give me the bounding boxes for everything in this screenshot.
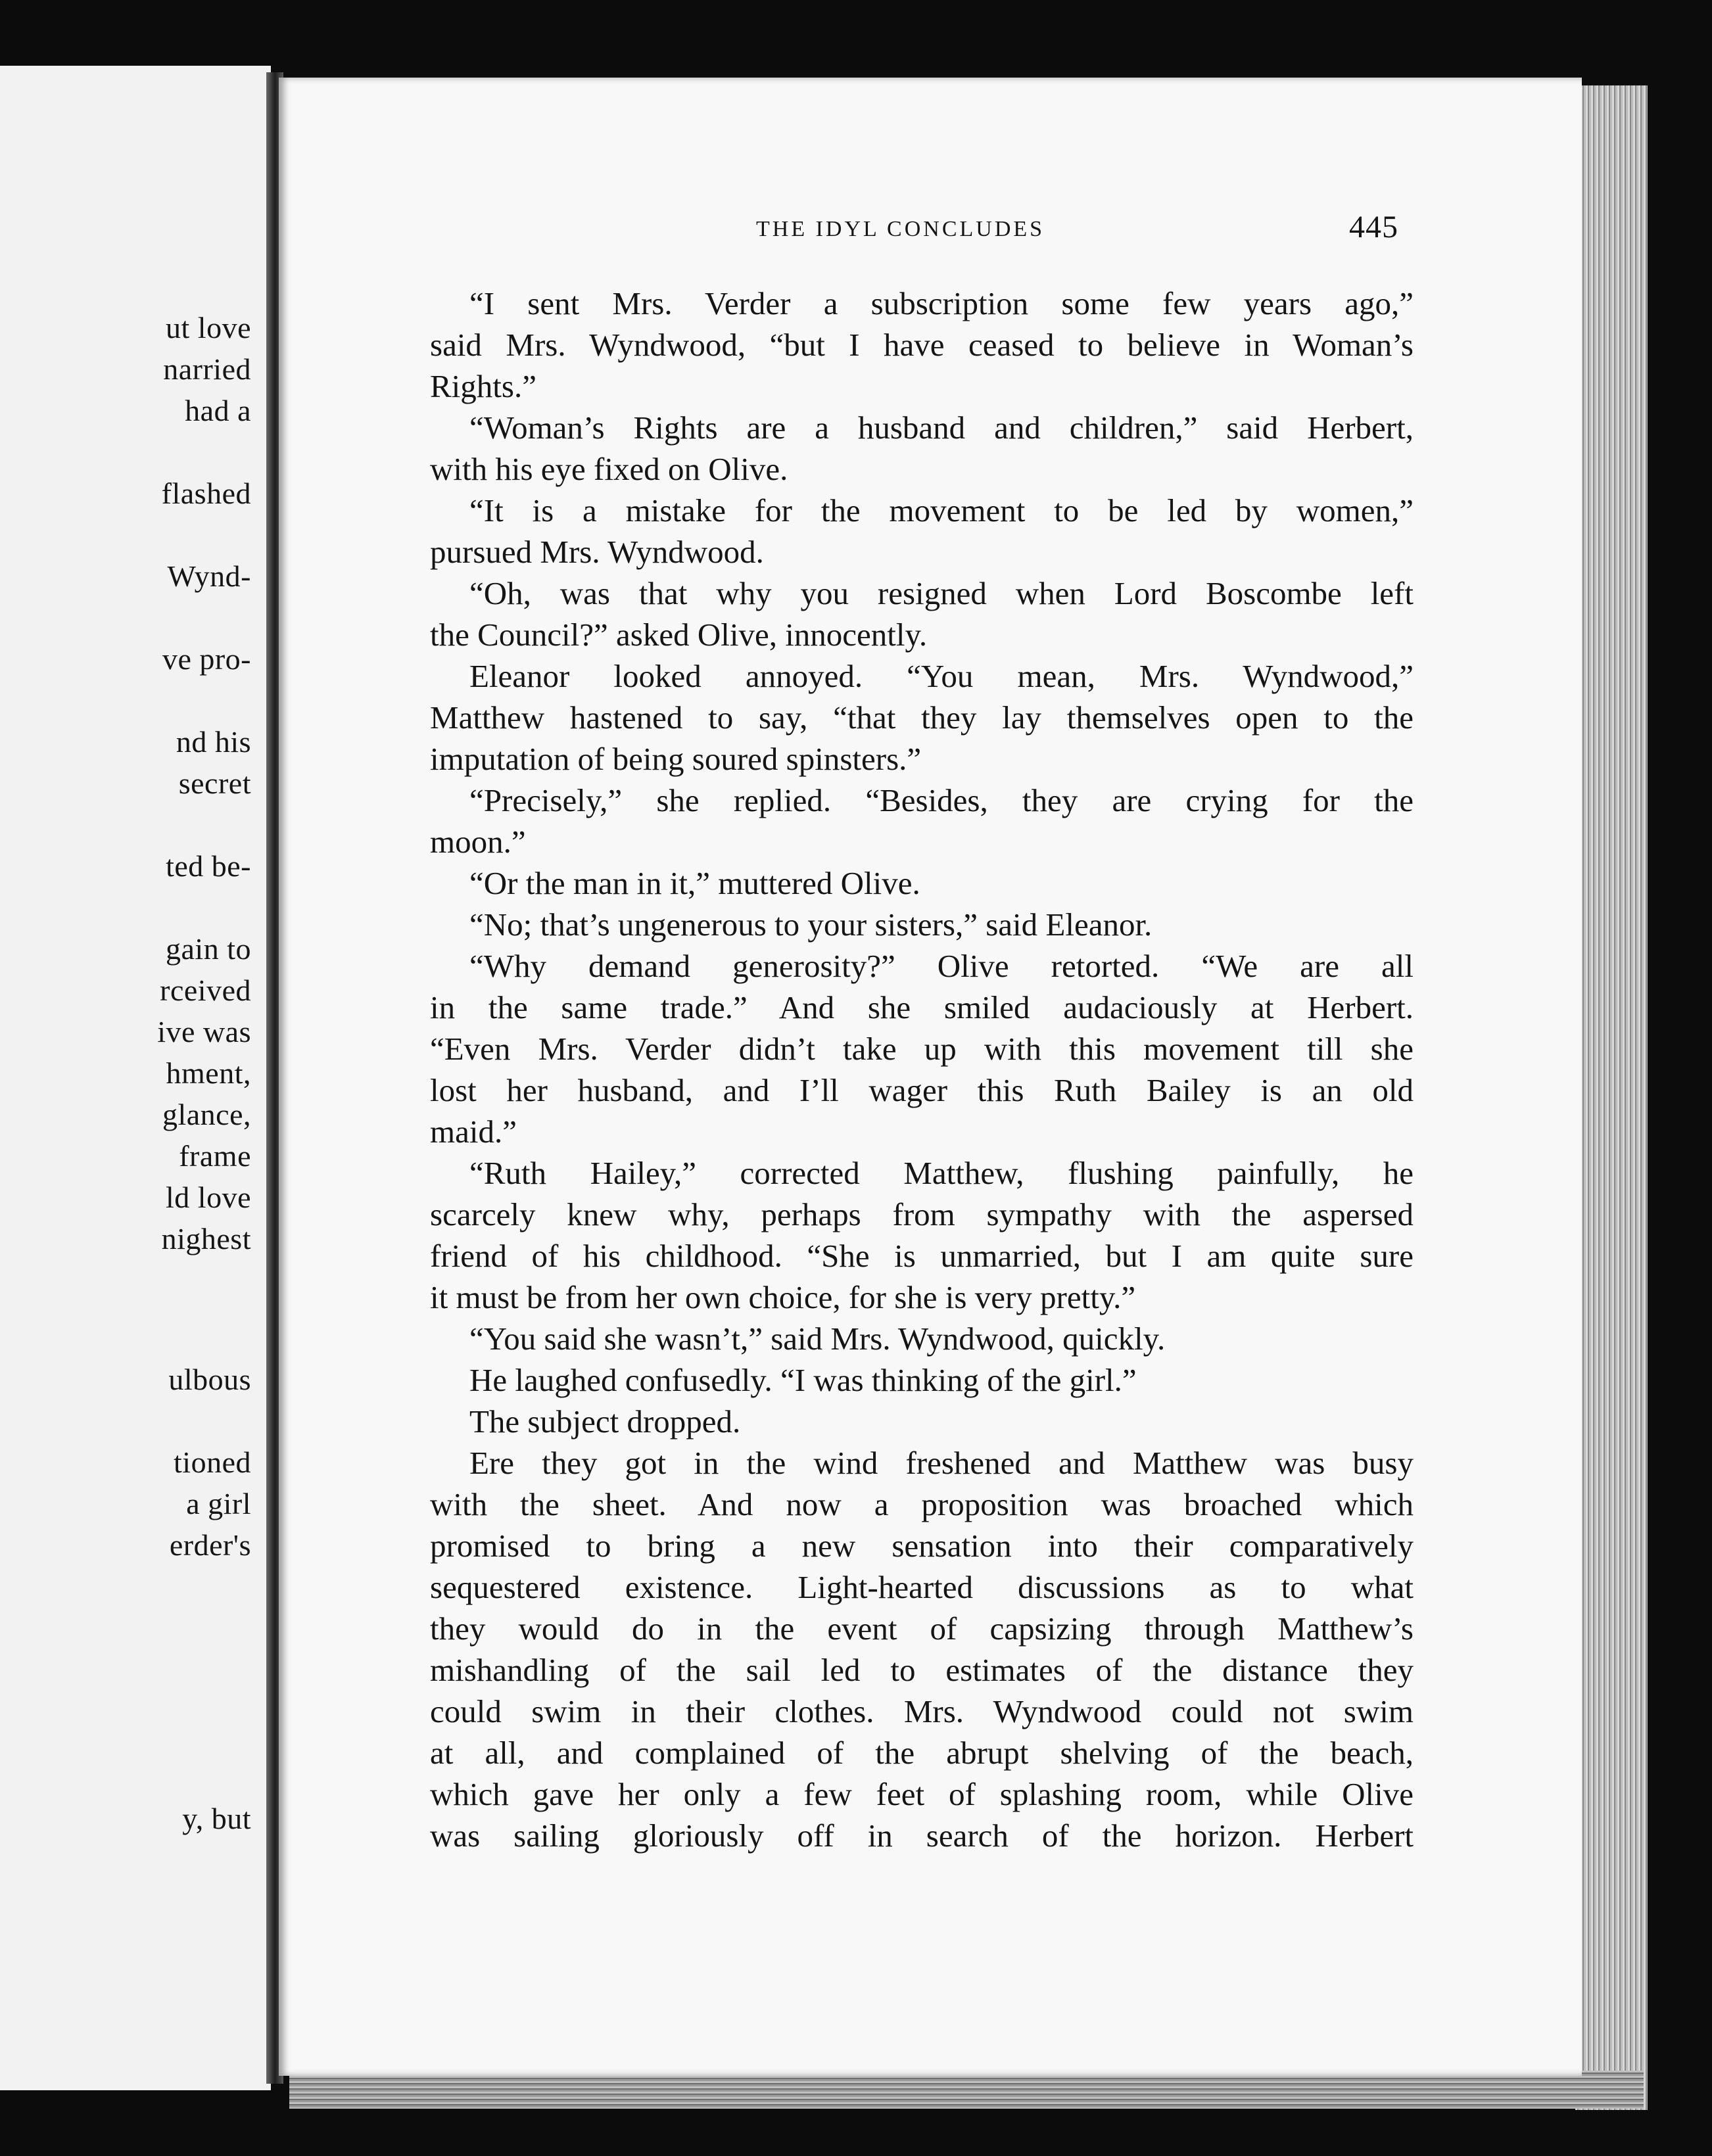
text-line: they would do in the event of capsizing through Matthew’s bbox=[430, 1610, 1414, 1647]
text-line: “Even Mrs. Verder didn’t take up with this movement till she bbox=[430, 1031, 1414, 1067]
left-page-text-fragment: flashed bbox=[161, 477, 251, 510]
text-line: at all, and complained of the abrupt shelving of the beach, bbox=[430, 1735, 1414, 1771]
left-page-text-fragment: ive was bbox=[157, 1015, 251, 1048]
text-line: promised to bring a new sensation into their comparatively bbox=[430, 1528, 1414, 1564]
page-body-text bbox=[430, 283, 1414, 1856]
text-line: said Mrs. Wyndwood, “but I have ceased to believe in Woman’s bbox=[430, 327, 1414, 363]
text-line: sequestered existence. Light-hearted discussions as to what bbox=[430, 1569, 1414, 1605]
text-line: The subject dropped. bbox=[469, 1403, 741, 1440]
text-line: “You said she wasn’t,” said Mrs. Wyndwood, quickly. bbox=[469, 1321, 1166, 1357]
left-page-text-fragment: ld love bbox=[166, 1181, 251, 1214]
left-page-text-fragment: rceived bbox=[160, 973, 251, 1007]
text-line: which gave her only a few feet of splashing room, while Olive bbox=[430, 1776, 1414, 1812]
left-page-text-fragment: a girl bbox=[186, 1487, 251, 1520]
text-line: in the same trade.” And she smiled audaciously at Herbert. bbox=[430, 989, 1414, 1025]
text-line: could swim in their clothes. Mrs. Wyndwood could not swim bbox=[430, 1693, 1414, 1729]
text-line: pursued Mrs. Wyndwood. bbox=[430, 534, 764, 570]
running-head: THE IDYL CONCLUDES bbox=[756, 217, 1045, 241]
text-line: “Precisely,” she replied. “Besides, they are crying for the bbox=[469, 782, 1414, 818]
left-page-text-fragment: Wynd- bbox=[167, 559, 251, 593]
text-line: “Why demand generosity?” Olive retorted. “We are all bbox=[469, 948, 1414, 984]
page-edges-right bbox=[1575, 85, 1648, 2110]
left-page-text-fragment: nd his bbox=[176, 725, 251, 759]
left-page-text-fragment: narried bbox=[163, 352, 251, 386]
text-line: “No; that’s ungenerous to your sisters,” said Eleanor. bbox=[469, 906, 1153, 943]
left-page-fragment bbox=[0, 66, 271, 2090]
text-line: “Oh, was that why you resigned when Lord Boscombe left bbox=[469, 575, 1414, 611]
text-line: scarcely knew why, perhaps from sympathy with the aspersed bbox=[430, 1196, 1414, 1232]
text-line: Matthew hastened to say, “that they lay themselves open to the bbox=[430, 699, 1414, 736]
left-page-text-fragment: ut love bbox=[166, 311, 251, 344]
text-line: it must be from her own choice, for she is very pretty.” bbox=[430, 1279, 1136, 1315]
text-line: maid.” bbox=[430, 1113, 517, 1150]
text-line: friend of his childhood. “She is unmarried, but I am quite sure bbox=[430, 1238, 1414, 1274]
text-line: moon.” bbox=[430, 824, 526, 860]
left-page-text-fragment: ulbous bbox=[168, 1363, 251, 1396]
left-page-text-fragment: erder's bbox=[169, 1528, 251, 1562]
left-page-text-fragment: ve pro- bbox=[162, 642, 251, 676]
left-page-text-fragment: frame bbox=[179, 1139, 251, 1173]
text-line: mishandling of the sail led to estimates of the distance they bbox=[430, 1652, 1414, 1688]
text-line: imputation of being soured spinsters.” bbox=[430, 741, 922, 777]
page-number: 445 bbox=[1349, 210, 1398, 245]
left-page-text-fragment: had a bbox=[185, 394, 251, 427]
text-line: “I sent Mrs. Verder a subscription some few years ago,” bbox=[469, 285, 1414, 321]
text-line: “It is a mistake for the movement to be led by women,” bbox=[469, 492, 1414, 528]
text-line: was sailing gloriously off in search of the horizon. Herbert bbox=[430, 1817, 1414, 1854]
left-page-text-fragment: y, but bbox=[182, 1802, 251, 1835]
text-line: Eleanor looked annoyed. “You mean, Mrs. Wyndwood,” bbox=[469, 658, 1414, 694]
text-line: with his eye fixed on Olive. bbox=[430, 451, 788, 487]
left-page-text-fragment: nighest bbox=[161, 1222, 251, 1255]
text-line: “Woman’s Rights are a husband and children,” said Herbert, bbox=[469, 410, 1414, 446]
text-line: Ere they got in the wind freshened and Matthew was busy bbox=[469, 1445, 1414, 1481]
left-page-text-fragment: glance, bbox=[162, 1098, 251, 1131]
left-page-text-fragment: tioned bbox=[174, 1445, 251, 1479]
text-line: “Ruth Hailey,” corrected Matthew, flushing painfully, he bbox=[469, 1155, 1414, 1191]
left-page-text-fragment: gain to bbox=[166, 932, 251, 966]
text-line: lost her husband, and I’ll wager this Ruth Bailey is an old bbox=[430, 1072, 1414, 1108]
page-edges-bottom bbox=[289, 2071, 1644, 2109]
left-page-text-fragment: hment, bbox=[166, 1056, 251, 1090]
left-page-text-fragment: secret bbox=[178, 766, 251, 800]
text-line: Rights.” bbox=[430, 368, 536, 404]
text-line: with the sheet. And now a proposition was broached which bbox=[430, 1486, 1414, 1522]
text-line: “Or the man in it,” muttered Olive. bbox=[469, 865, 920, 901]
left-page-text-fragment: ted be- bbox=[166, 849, 251, 883]
text-line: He laughed confusedly. “I was thinking of the girl.” bbox=[469, 1362, 1137, 1398]
text-line: the Council?” asked Olive, innocently. bbox=[430, 617, 928, 653]
